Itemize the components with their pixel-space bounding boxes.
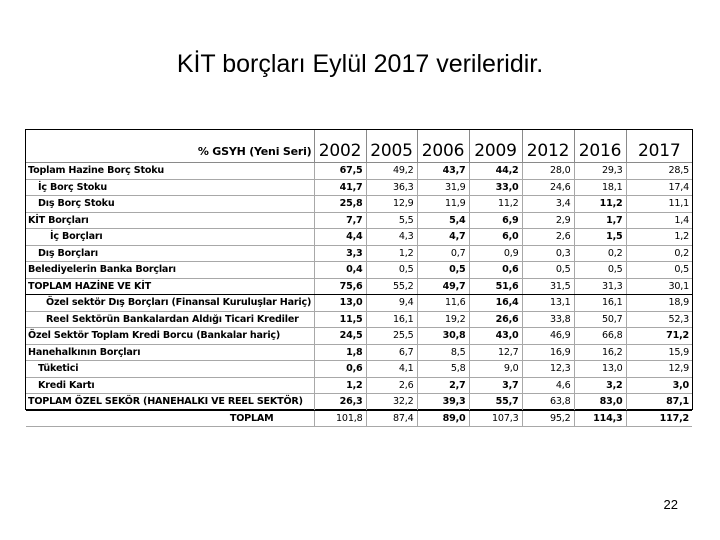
value-cell: 12,3 <box>522 361 574 378</box>
row-label: Belediyelerin Banka Borçları <box>26 262 314 279</box>
value-cell: 16,9 <box>522 344 574 361</box>
value-cell: 11,2 <box>574 196 626 213</box>
value-cell: 43,7 <box>417 163 469 180</box>
row-label: İç Borç Stoku <box>26 179 314 196</box>
value-cell: 13,0 <box>314 295 366 312</box>
table-row <box>26 212 692 229</box>
value-cell: 0,5 <box>574 262 626 279</box>
table-row <box>26 344 692 361</box>
value-cell: 36,3 <box>366 179 417 196</box>
value-cell: 3,4 <box>522 196 574 213</box>
value-cell: 1,2 <box>626 229 692 246</box>
value-cell: 5,5 <box>366 212 417 229</box>
value-cell: 5,8 <box>417 361 469 378</box>
value-cell: 2,6 <box>522 229 574 246</box>
value-cell: 0,3 <box>522 245 574 262</box>
value-cell: 4,4 <box>314 229 366 246</box>
value-cell: 1,2 <box>366 245 417 262</box>
table-row <box>26 179 692 196</box>
header-label: % GSYH (Yeni Seri) <box>26 130 314 163</box>
table-row <box>26 328 692 345</box>
value-cell: 0,5 <box>366 262 417 279</box>
value-cell: 1,5 <box>574 229 626 246</box>
value-cell: 2,6 <box>366 377 417 394</box>
year-header: 2006 <box>417 130 469 163</box>
value-cell: 1,7 <box>574 212 626 229</box>
value-cell: 11,2 <box>469 196 522 213</box>
value-cell: 24,6 <box>522 179 574 196</box>
value-cell: 16,4 <box>469 295 522 312</box>
value-cell: 9,4 <box>366 295 417 312</box>
value-cell: 2,9 <box>522 212 574 229</box>
value-cell: 16,2 <box>574 344 626 361</box>
value-cell: 95,2 <box>522 410 574 427</box>
value-cell: 24,5 <box>314 328 366 345</box>
value-cell: 25,8 <box>314 196 366 213</box>
row-label: Toplam Hazine Borç Stoku <box>26 163 314 180</box>
value-cell: 49,2 <box>366 163 417 180</box>
row-label: Dış Borç Stoku <box>26 196 314 213</box>
row-label: TOPLAM ÖZEL SEKÖR (HANEHALKI VE REEL SEKTÖR) <box>26 394 314 411</box>
year-header: 2012 <box>522 130 574 163</box>
table-row <box>26 262 692 279</box>
value-cell: 75,6 <box>314 278 366 295</box>
year-header: 2009 <box>469 130 522 163</box>
value-cell: 87,1 <box>626 394 692 411</box>
table-body <box>26 163 692 427</box>
value-cell: 0,5 <box>417 262 469 279</box>
year-header: 2017 <box>626 130 692 163</box>
value-cell: 19,2 <box>417 311 469 328</box>
value-cell: 107,3 <box>469 410 522 427</box>
value-cell: 117,2 <box>626 410 692 427</box>
value-cell: 1,8 <box>314 344 366 361</box>
value-cell: 4,3 <box>366 229 417 246</box>
value-cell: 3,3 <box>314 245 366 262</box>
year-header: 2016 <box>574 130 626 163</box>
value-cell: 0,7 <box>417 245 469 262</box>
value-cell: 25,5 <box>366 328 417 345</box>
row-label: Reel Sektörün Bankalardan Aldığı Ticari Krediler <box>26 311 314 328</box>
value-cell: 55,7 <box>469 394 522 411</box>
value-cell: 46,9 <box>522 328 574 345</box>
value-cell: 26,6 <box>469 311 522 328</box>
value-cell: 114,3 <box>574 410 626 427</box>
value-cell: 71,2 <box>626 328 692 345</box>
value-cell: 18,1 <box>574 179 626 196</box>
value-cell: 63,8 <box>522 394 574 411</box>
value-cell: 8,5 <box>417 344 469 361</box>
table-row <box>26 311 692 328</box>
value-cell: 3,7 <box>469 377 522 394</box>
value-cell: 28,0 <box>522 163 574 180</box>
value-cell: 51,6 <box>469 278 522 295</box>
row-label: Özel sektör Dış Borçları (Finansal Kuruluşlar Hariç) <box>26 295 314 312</box>
value-cell: 39,3 <box>417 394 469 411</box>
row-label: TOPLAM HAZİNE VE KİT <box>26 278 314 295</box>
value-cell: 44,2 <box>469 163 522 180</box>
value-cell: 50,7 <box>574 311 626 328</box>
row-label: Tüketici <box>26 361 314 378</box>
header-row <box>26 130 692 163</box>
value-cell: 26,3 <box>314 394 366 411</box>
value-cell: 11,6 <box>417 295 469 312</box>
row-label: Kredi Kartı <box>26 377 314 394</box>
value-cell: 31,3 <box>574 278 626 295</box>
value-cell: 0,4 <box>314 262 366 279</box>
slide-title: KİT borçları Eylül 2017 verileridir. <box>176 50 544 78</box>
value-cell: 4,7 <box>417 229 469 246</box>
value-cell: 11,9 <box>417 196 469 213</box>
table-row <box>26 229 692 246</box>
value-cell: 55,2 <box>366 278 417 295</box>
value-cell: 67,5 <box>314 163 366 180</box>
debt-table <box>26 130 692 427</box>
value-cell: 30,1 <box>626 278 692 295</box>
value-cell: 16,1 <box>366 311 417 328</box>
value-cell: 29,3 <box>574 163 626 180</box>
value-cell: 6,7 <box>366 344 417 361</box>
value-cell: 3,2 <box>574 377 626 394</box>
table-row <box>26 410 692 427</box>
table-row <box>26 377 692 394</box>
table-row <box>26 278 692 295</box>
value-cell: 83,0 <box>574 394 626 411</box>
value-cell: 16,1 <box>574 295 626 312</box>
value-cell: 87,4 <box>366 410 417 427</box>
row-label: TOPLAM <box>26 410 314 427</box>
value-cell: 4,6 <box>522 377 574 394</box>
row-label: Hanehalkının Borçları <box>26 344 314 361</box>
value-cell: 5,4 <box>417 212 469 229</box>
table-row <box>26 361 692 378</box>
value-cell: 1,4 <box>626 212 692 229</box>
value-cell: 101,8 <box>314 410 366 427</box>
value-cell: 4,1 <box>366 361 417 378</box>
value-cell: 3,0 <box>626 377 692 394</box>
value-cell: 11,5 <box>314 311 366 328</box>
year-header: 2002 <box>314 130 366 163</box>
row-label: Dış Borçları <box>26 245 314 262</box>
value-cell: 15,9 <box>626 344 692 361</box>
value-cell: 33,8 <box>522 311 574 328</box>
value-cell: 52,3 <box>626 311 692 328</box>
value-cell: 66,8 <box>574 328 626 345</box>
table-row <box>26 163 692 180</box>
value-cell: 12,9 <box>366 196 417 213</box>
value-cell: 0,6 <box>469 262 522 279</box>
value-cell: 0,2 <box>574 245 626 262</box>
value-cell: 0,2 <box>626 245 692 262</box>
value-cell: 0,5 <box>626 262 692 279</box>
row-label: İç Borçları <box>26 229 314 246</box>
value-cell: 41,7 <box>314 179 366 196</box>
value-cell: 31,9 <box>417 179 469 196</box>
value-cell: 7,7 <box>314 212 366 229</box>
year-header: 2005 <box>366 130 417 163</box>
value-cell: 1,2 <box>314 377 366 394</box>
value-cell: 13,0 <box>574 361 626 378</box>
table-row <box>26 295 692 312</box>
page-number: 22 <box>663 497 678 512</box>
value-cell: 43,0 <box>469 328 522 345</box>
table-row <box>26 196 692 213</box>
value-cell: 33,0 <box>469 179 522 196</box>
value-cell: 18,9 <box>626 295 692 312</box>
value-cell: 49,7 <box>417 278 469 295</box>
value-cell: 9,0 <box>469 361 522 378</box>
value-cell: 6,9 <box>469 212 522 229</box>
table-row <box>26 245 692 262</box>
value-cell: 11,1 <box>626 196 692 213</box>
value-cell: 12,9 <box>626 361 692 378</box>
value-cell: 0,5 <box>522 262 574 279</box>
value-cell: 32,2 <box>366 394 417 411</box>
value-cell: 6,0 <box>469 229 522 246</box>
value-cell: 0,6 <box>314 361 366 378</box>
value-cell: 0,9 <box>469 245 522 262</box>
value-cell: 31,5 <box>522 278 574 295</box>
value-cell: 89,0 <box>417 410 469 427</box>
value-cell: 2,7 <box>417 377 469 394</box>
table-row <box>26 394 692 411</box>
row-label: KİT Borçları <box>26 212 314 229</box>
value-cell: 17,4 <box>626 179 692 196</box>
debt-table-image <box>25 129 693 424</box>
value-cell: 13,1 <box>522 295 574 312</box>
value-cell: 12,7 <box>469 344 522 361</box>
value-cell: 28,5 <box>626 163 692 180</box>
row-label: Özel Sektör Toplam Kredi Borcu (Bankalar hariç) <box>26 328 314 345</box>
value-cell: 30,8 <box>417 328 469 345</box>
